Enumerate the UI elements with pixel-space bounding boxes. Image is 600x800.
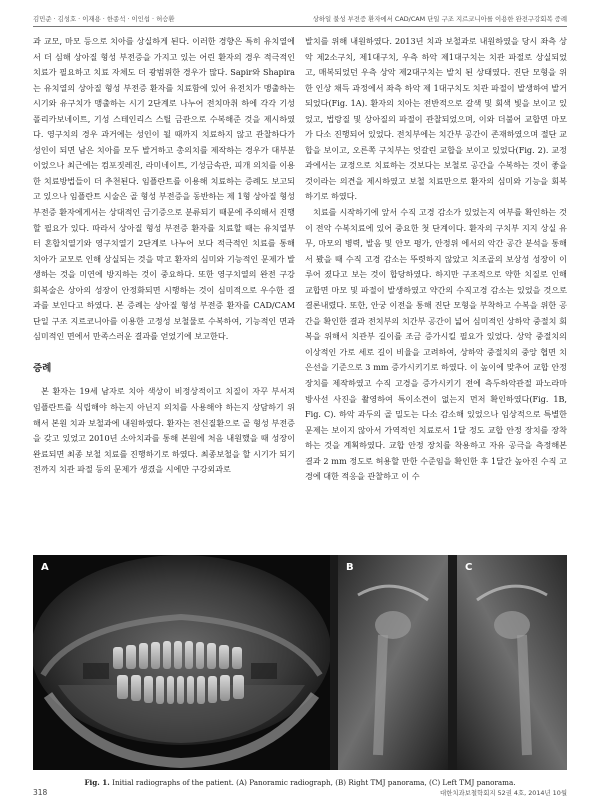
right-tmj-panorama <box>338 555 448 770</box>
page-number: 318 <box>33 788 48 797</box>
right-paragraph-2: 치료를 시작하기에 앞서 수직 고경 감소가 있었는지 여부를 확인하는 것이 전악 수복치료에 있어 중요한 첫 단계이다. 환자의 구치부 지지 상실 유무, 마모의 병력, 발음 및 안모 평가, 안정위 에서의 악간 공간 분석을 통해서 봤을 때 수직 고경 감소는 뚜렷하지 않았고 치조골의 보상성 성장이 이루어 졌다고 보는 것이 합당하였다. 하지만 구조적으로 약한 치질로 인해 교합면 마모 및 파절이 발생하였고 약간의 수직고경 감소는 있었을 것으로 결론내렸다. 또한, 안궁 이전을 통해 진단 모형을 부착하고 수복을 위한 공간을 확인한 결과 전치부의 치간부 공간이 넓어 심미적인 상하악 중절치 회복을 위해서 치관부 길이를 조금 증가시킬 필요가 있었다. 상악 중절치의 이상적인 가로 세로 길이 비율을 고려하여, 상하악 중절치의 중앙 협면 치은선을 기준으로 3 mm 증가시키기로 하였다. 이 높이에 맞추어 교합 안정 장치를 제작하였고 수직 고경을 증가시키기 전에 측두하악관절 파노라마 방사선 사진을 촬영하여 특이소견이 없는지 먼저 확인하였다(Fig. 1B, Fig. C). 하악 과두의 골 밀도는 다소 감소해 있었으나 임상적으로 특별한 문제는 보이지 않아서 가역적인 치료로서 1달 정도 교합 안정 장치를 장착하는 것을 계획하였다. 교합 안정 장치를 착용하고 자유 공극을 측정해본 결과 2 mm 정도로 허용할 만한 수준임을 확인한 후 1달간 높아진 수직 고경에 대한 적응을 관찰하고 이 수 <box>305 207 567 482</box>
right-paragraph-1: 발치를 위해 내원하였다. 2013년 치과 보철과로 내원하였을 당시 좌측 상악 제2소구치, 제1대구치, 우측 하악 제1대구치는 치관 파절로 상실되었고, 매복되었던 우측 상악 제2대구치는 발치 된 상태였다. 진단 모형을 위한 인상 채득 과정에서 좌측 하악 제 1대구치도 치관 파절이 발생하여 발거 되었다(Fig. 1A). 환자의 치아는 전반적으로 갈색 및 회색 빛을 보이고 있었고, 법랑질 및 상아질의 파절이 관찰되었으며, 이와 더불어 교합면 마모가 다소 진행되어 있었다. 전치부에는 치간부 공간이 존재하였으며 절단 교합을 보이고, 오른쪽 구치부는 엇갈린 교합을 보이고 있었다(Fig. 2). 교정과에서는 교정으로 치료하는 것보다는 보철로 공간을 수복하는 것이 좋을 것이라는 의견을 제시하였고 보철 치료만으로 환자의 심미와 기능을 회복하기로 하였다. <box>305 36 567 202</box>
caption-label: Fig. 1. <box>84 778 110 787</box>
header-authors: 김민준 · 김성호 · 이재용 · 한종석 · 이인섭 · 허승환 <box>33 15 175 23</box>
case-paragraph: 본 환자는 19세 남자로 치아 색상이 비정상적이고 치질이 자꾸 부서져 임플란트를 식립해야 하는지 아닌지 의치를 사용해야 하는지 상담하기 위해서 본원 치과 보철과에 내원하였다. 환자는 전신질환으로 골 형성 부전증을 갖고 있었고 2010년 소아치과를 통해 본원에 처음 내원했을 때 성장이 완료되면 최종 보철 치료를 진행하기로 하였다. 최종보철을 할 시기가 되기 전까지 치관 파절 등의 문제가 생겼을 시에만 구강외과로 <box>33 386 295 475</box>
caption-text: Initial radiographs of the patient. (A) Panoramic radiograph, (B) Right TMJ panorama, (C) Left TMJ panorama. <box>112 778 516 787</box>
panoramic-radiograph-image <box>33 555 330 770</box>
intro-paragraph: 과 교모, 마모 등으로 치아를 상실하게 된다. 이러한 경향은 특히 유치열에서 더 심해 상아질 형성 부전증을 가지고 있는 어린 환자의 경우 적극적인 치료가 필요하고 치료 자체도 더 광범위한 경우가 많다. Sapir와 Shapira는 유치열의 상아질 형성 부전증 환자를 치료함에 있어 유전치가 맹출하는 시기와 유구치가 맹출하는 시기 2단계로 나누어 전치마취 하에 각각 기성 폴리카보네이트, 기성 스테인리스 스틸 금관으로 수복해준 것을 제시하였다. 영구치의 경우 과거에는 성인이 될 때까지 치료하지 않고 관찰하다가 성인이 되면 남은 치아를 모두 발거하고 총의치를 제작하는 경우가 대부분이었으나 최근에는 컴포짓레진, 라미네이트, 기성금속관, 피개 의치를 이용한 치료방법들이 더 추천된다. 임플란트를 이용해 치료하는 증례도 보고되고 있으나 임플란트 시술은 골 형성 부전증을 동반하는 제 1형 상아질 형성 부전증 환자에게서는 상대적인 금기증으로 분류되기 때문에 주의해서 진행할 필요가 있다. 따라서 상아질 형성 부전증 환자를 치료할 때는 유치열부터 혼합치열기와 영구치열기 2단계로 나누어 보다 적극적인 치료를 통해 치아가 교모로 인해 상실되는 것을 막고 환자의 심미와 기능적인 문제가 발생하는 것을 미연에 방지하는 것이 중요하다. 또한 영구치열의 완전 구강 회복술은 상아의 성장이 안정화되면 시행하는 것이 심미적으로 우수한 결과를 보인다고 하였다. 본 증례는 상아질 형성 부전증 환자를 CAD/CAM 단일 구조 지르코니아를 이용한 고정성 보철물로 수복하여, 기능적인 면과 심미적인 면에서 만족스러운 결과를 얻었기에 보고한다. <box>33 36 295 342</box>
header-running-title: 상하일 불성 부전증 환자에서 CAD/CAM 단일 구조 지르코니아를 이용한 완전구강회복 증례 <box>312 15 567 23</box>
panel-c-label: C <box>465 562 473 573</box>
left-tmj-panorama <box>457 555 567 770</box>
left-tmj-image <box>457 555 567 770</box>
panoramic-radiograph <box>33 555 330 770</box>
figure-caption <box>0 778 600 787</box>
header-rule <box>33 26 567 27</box>
panel-a-label: A <box>41 562 49 573</box>
left-column <box>33 34 295 478</box>
section-title-case: 증례 <box>33 362 52 374</box>
right-column <box>305 34 567 485</box>
panel-b-label: B <box>346 562 354 573</box>
figure-1 <box>33 555 567 770</box>
right-tmj-image <box>338 555 448 770</box>
journal-citation: 대한치과보철학회지 52권 4호, 2014년 10월 <box>439 789 567 797</box>
